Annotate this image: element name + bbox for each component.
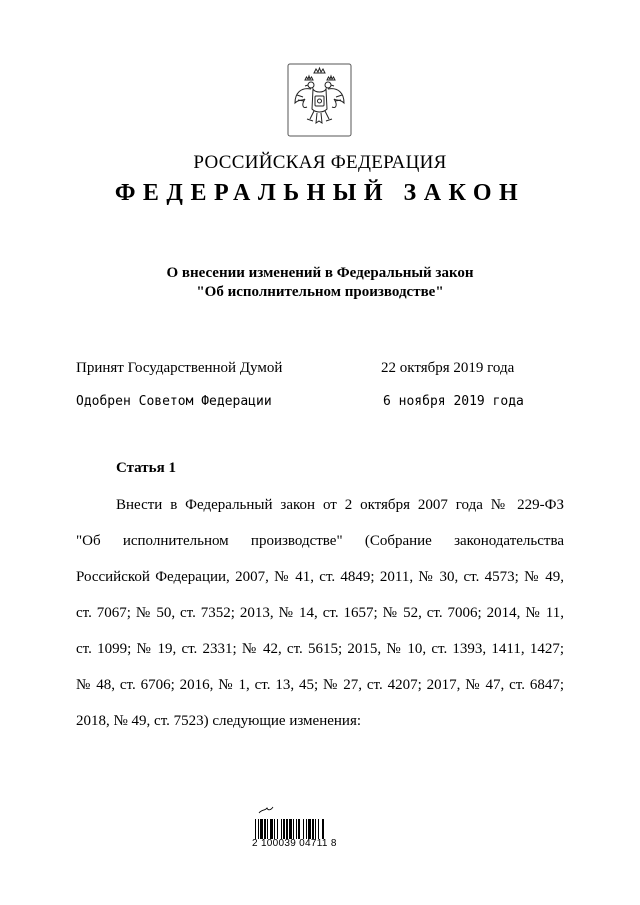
approved-by-council-label: Одобрен Советом Федерации [76, 394, 272, 409]
coat-of-arms-emblem-icon [287, 63, 352, 137]
country-name: РОССИЙСКАЯ ФЕДЕРАЦИЯ [193, 152, 447, 173]
barcode-number: 2 100039 04711 8 [252, 838, 337, 849]
law-title-line-2: "Об исполнительном производстве" [196, 284, 444, 300]
document-type-heading: ФЕДЕРАЛЬНЫЙ ЗАКОН [114, 180, 526, 206]
adopted-by-duma-label: Принят Государственной Думой [76, 360, 283, 376]
approved-date: 6 ноября 2019 года [383, 394, 524, 409]
article-line: Российской Федерации, 2007, № 41, ст. 4849; 2011, № 30, ст. 4573; № 49, [76, 569, 564, 585]
article-line: ст. 1099; № 19, ст. 2331; № 42, ст. 5615; 2015, № 10, ст. 1393, 1411, 1427; [76, 641, 564, 657]
adopted-date: 22 октября 2019 года [381, 360, 515, 376]
article-line: ст. 7067; № 50, ст. 7352; 2013, № 14, ст. 1657; № 52, ст. 7006; 2014, № 11, [76, 605, 564, 621]
barcode-icon [253, 805, 357, 857]
article-line: Внести в Федеральный закон от 2 октября 2007 года № 229-ФЗ [116, 497, 564, 513]
article-line: "Об исполнительном производстве" (Собрание законодательства [76, 533, 564, 549]
article-line: № 48, ст. 6706; 2016, № 1, ст. 13, 45; № 27, ст. 4207; 2017, № 47, ст. 6847; [76, 677, 564, 693]
article-heading: Статья 1 [116, 460, 176, 476]
article-body [76, 487, 564, 739]
article-line: 2018, № 49, ст. 7523) следующие изменения: [76, 713, 362, 729]
law-title-line-1: О внесении изменений в Федеральный закон [166, 265, 474, 281]
